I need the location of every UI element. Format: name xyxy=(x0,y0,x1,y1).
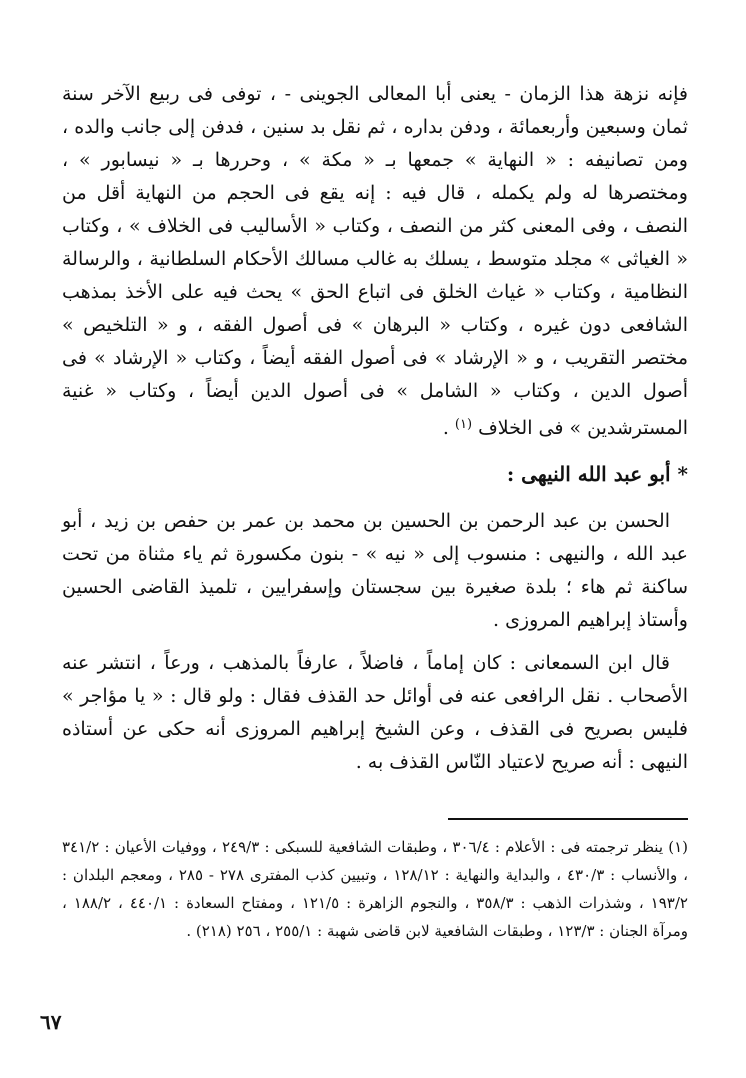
spacer xyxy=(62,445,688,455)
paragraph-juwayni-end: . xyxy=(442,417,455,439)
spacer xyxy=(62,637,688,647)
paragraph-ibn-samani: قال ابن السمعانى : كان إماماً ، فاضلاً ، عارفاً بالمذهب ، ورعاً ، انتشر عنه الأصحاب . نقل الرافعى عنه فى أوائل حد القذف فقال : ولو قال : « يا مؤاجر » فليس بصريح فى القذف ، وعن الشيخ إبراهيم المروزى أنه حكى عن أستاذه النيهى : أنه صريح لاعتياد النّاس القذف به . xyxy=(62,652,688,773)
footnote-reference: (١) xyxy=(454,417,473,432)
footnote-divider xyxy=(448,818,688,820)
paragraph-juwayni xyxy=(62,78,688,445)
paragraph-nayhi-bio: الحسن بن عبد الرحمن بن الحسين بن محمد بن عمر بن حفص بن زيد ، أبو عبد الله ، والنيهى : منسوب إلى « نيه » - بنون مكسورة ثم ياء مثناة من تحت ساكنة ثم هاء ؛ بلدة صغيرة بين سجستان وإسفرايين ، تلميذ القاضى الحسين وأستاذ إبراهيم المروزى . xyxy=(62,510,688,631)
paragraph-juwayni-text: فإنه نزهة هذا الزمان - يعنى أبا المعالى الجوينى - ، توفى فى ربيع الآخر سنة ثمان وسبعين وأربعمائة ، ودفن بداره ، ثم نقل بد سنين ، فدفن إلى جانب والده ، ومن تصانيفه : « النهاية » جمعها بـ « مكة » ، وحررها بـ « نيسابور » ، ومختصرها له ولم يكمله ، قال فيه : إنه يقع فى الحجم من النهاية أقل من النصف ، وفى المعنى كثر من النصف ، وكتاب « الأساليب فى الخلاف » ، وكتاب « الغياثى » مجلد متوسط ، يسلك به غالب مسالك الأحكام السلطانية ، والرسالة النظامية ، وكتاب « غياث الخلق فى اتباع الحق » يحث فيه على الأخذ بمذهب الشافعى دون غيره ، وكتاب « البرهان » فى أصول الفقه ، و « التلخيص » مختصر التقريب ، و « الإرشاد » فى أصول الفقه أيضاً ، وكتاب « الإرشاد » فى أصول الدين ، وكتاب « الشامل » فى أصول الدين أيضاً ، وكتاب « غنية المسترشدين » فى الخلاف xyxy=(62,83,688,439)
page-number: ٦٧ xyxy=(40,1010,62,1034)
footnote-text: (١) ينظر ترجمته فى : الأعلام : ٣٠٦/٤ ، وطبقات الشافعية للسبكى : ٢٤٩/٣ ، ووفيات الأعيان : ٣٤١/٢ ، والأنساب : ٤٣٠/٣ ، والبداية والنهاية : ١٢٨/١٢ ، وتبيين كذب المفترى ٢٧٨ - ٢٨٥ ، ومعجم البلدان : ١٩٣/٢ ، وشذرات الذهب : ٣٥٨/٣ ، والنجوم الزاهرة : ١٢١/٥ ، ومفتاح السعادة : ٤٤٠/١ ، ١٨٨/٢ ، ومرآة الجنان : ١٢٣/٣ ، وطبقات الشافعية لابن قاضى شهبة : ٢٥٥/١ ، ٢٥٦ (٢١٨) . xyxy=(62,838,689,940)
section-heading: * أبو عبد الله النيهى : xyxy=(506,462,688,486)
main-text xyxy=(62,78,688,779)
